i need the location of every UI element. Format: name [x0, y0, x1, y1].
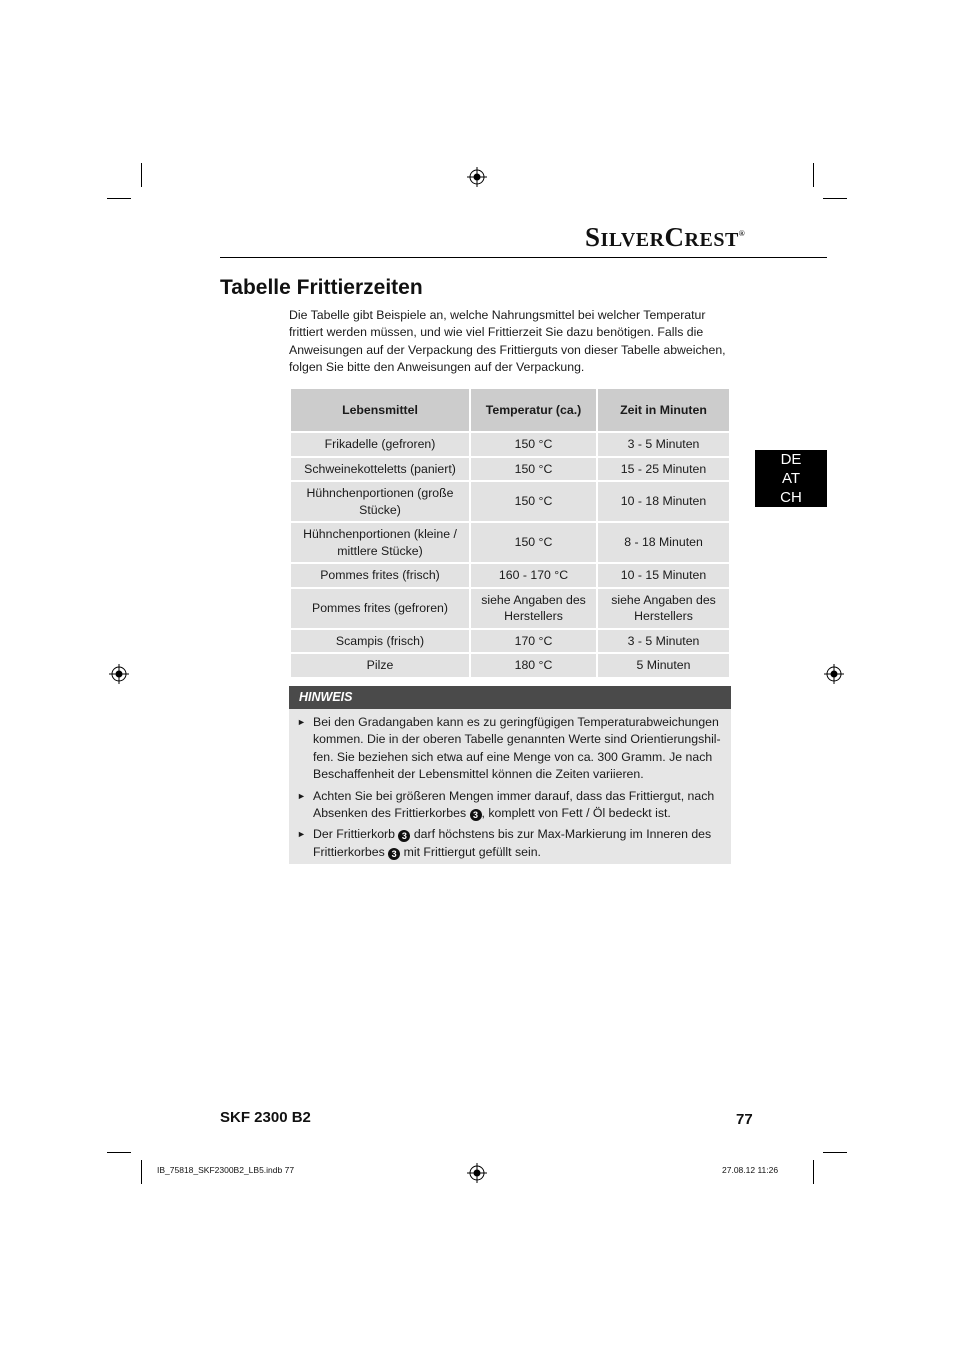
registration-mark-icon [467, 1163, 487, 1183]
language-tab [755, 450, 827, 507]
table-cell: siehe Angaben des Herstellers [471, 589, 596, 628]
table-cell: 150 °C [471, 523, 596, 562]
print-slug-date: 27.08.12 11:26 [722, 1165, 779, 1175]
crop-mark [823, 1152, 847, 1153]
table-cell: 10 - 18 Minuten [598, 482, 729, 521]
table-cell: Pilze [291, 654, 469, 677]
table-row [291, 523, 729, 562]
table-row [291, 630, 729, 653]
hint-text: Bei den Gradangaben kann es zu geringfügigen Temperaturabweichungen kommen. Die in der oberen Tabelle genannten Werte sind Orientierungshil-fen. Sie beziehen sich etwa auf eine Menge von ca. 300 Gramm. Je nach Beschaffenheit der Lebensmittel können die Zeiten variieren. [313, 715, 721, 782]
column-header-temperature: Temperatur (ca.) [471, 389, 596, 431]
frying-times-table [289, 387, 731, 679]
hint-item [297, 826, 725, 861]
bullet-arrow-icon: ► [297, 790, 306, 801]
table-cell: 150 °C [471, 433, 596, 456]
table-cell: Scampis (frisch) [291, 630, 469, 653]
hint-box [289, 709, 731, 864]
print-slug-file: IB_75818_SKF2300B2_LB5.indb 77 [157, 1165, 295, 1175]
language-code: DE [780, 451, 802, 468]
table-cell: Frikadelle (gefroren) [291, 433, 469, 456]
table-row [291, 564, 729, 587]
table-header-row [291, 389, 729, 431]
model-number: SKF 2300 B2 [220, 1109, 311, 1126]
header-rule [220, 257, 827, 258]
table-cell: Schweinekotteletts (paniert) [291, 458, 469, 481]
bullet-arrow-icon: ► [297, 717, 306, 727]
page-number: 77 [736, 1111, 753, 1128]
hint-item [297, 788, 725, 823]
table-cell: Pommes frites (gefroren) [291, 589, 469, 628]
table-row [291, 482, 729, 521]
crop-mark [141, 1160, 142, 1184]
crop-mark [813, 1160, 814, 1184]
hint-title: HINWEIS [289, 686, 731, 709]
table-cell: siehe Angaben des Herstellers [598, 589, 729, 628]
table-cell: 10 - 15 Minuten [598, 564, 729, 587]
table-row [291, 589, 729, 628]
table-cell: Hühnchenportionen (große Stücke) [291, 482, 469, 521]
table-cell: 150 °C [471, 458, 596, 481]
table-cell: Hühnchenportionen (kleine / mittlere Stücke) [291, 523, 469, 562]
registration-mark-icon [467, 167, 487, 187]
table-row [291, 433, 729, 456]
part-number-badge: 3 [388, 848, 400, 860]
table-row [291, 654, 729, 677]
crop-mark [813, 163, 814, 187]
hint-item [297, 714, 725, 784]
part-number-badge: 3 [398, 830, 410, 842]
bullet-arrow-icon: ► [297, 829, 306, 840]
hint-text: Achten Sie bei größeren Mengen immer darauf, dass das Frittiergut, nach Absenken des Frittierkorbes [313, 788, 715, 821]
intro-paragraph: Die Tabelle gibt Beispiele an, welche Nahrungsmittel bei welcher Temperatur frittiert werden müssen, und wie viel Frittierzeit Sie dazu benötigen. Falls die Anweisungen auf der Verpackung des Frittierguts von dieser Tabelle abweichen, folgen Sie bitte den Anweisungen auf der Verpackung. [289, 308, 726, 374]
crop-mark [141, 163, 142, 187]
brand-logo: SILVERCREST® [585, 222, 746, 252]
hint-text: Der Frittierkorb [313, 827, 395, 842]
table-cell: 160 - 170 °C [471, 564, 596, 587]
crop-mark [107, 198, 131, 199]
hint-text: , komplett von Fett / Öl bedeckt ist. [481, 806, 671, 821]
crop-mark [823, 198, 847, 199]
registration-mark-icon [109, 664, 129, 684]
column-header-food: Lebensmittel [291, 389, 469, 431]
table-cell: 8 - 18 Minuten [598, 523, 729, 562]
hint-text: darf höchstens bis zur Max-Markierung im Inneren des Frittierkorbes [313, 827, 712, 859]
table-row [291, 458, 729, 481]
column-header-time: Zeit in Minuten [598, 389, 729, 431]
crop-mark [107, 1152, 131, 1153]
hint-text: mit Frittiergut gefüllt sein. [403, 844, 541, 859]
table-cell: 5 Minuten [598, 654, 729, 677]
registration-mark-icon [824, 664, 844, 684]
page-title: Tabelle Frittierzeiten [220, 276, 423, 299]
table-cell: 3 - 5 Minuten [598, 433, 729, 456]
table-cell: 180 °C [471, 654, 596, 677]
table-cell: Pommes frites (frisch) [291, 564, 469, 587]
table-cell: 150 °C [471, 482, 596, 521]
language-code: CH [780, 489, 802, 506]
part-number-badge: 3 [470, 809, 482, 821]
table-cell: 3 - 5 Minuten [598, 630, 729, 653]
table-cell: 15 - 25 Minuten [598, 458, 729, 481]
language-code: AT [781, 470, 801, 487]
table-cell: 170 °C [471, 630, 596, 653]
